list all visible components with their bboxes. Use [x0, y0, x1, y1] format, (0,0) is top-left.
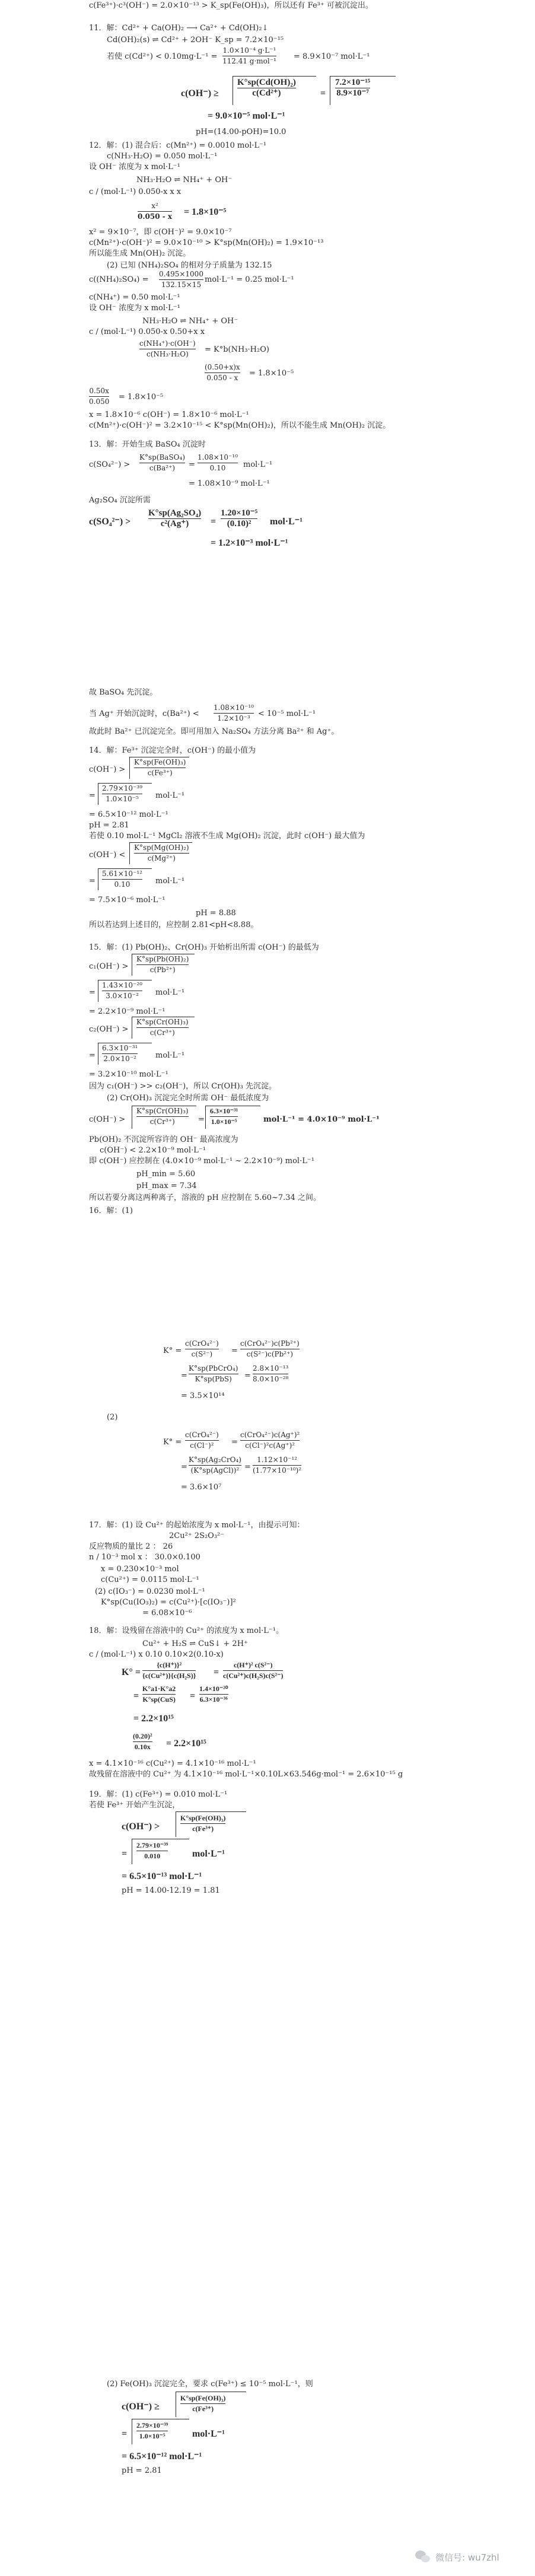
- fraction: K°sp(Ag₂CrO₄) (K°sp(AgCl))²: [189, 1456, 241, 1475]
- document-page: c(Fe³⁺)·c³(OH⁻) = 2.0×10⁻¹³ > K_sp(Fe(OH)₃)，所以还有 Fe³⁺ 可被沉淀出。 11．解：Cd²⁺ + Ca(OH)₂ ⟶ Ca²⁺ + Cd(OH)₂↓ Cd(OH)₂(s) ⇌ Cd²⁺ + 2OH⁻ K_sp = 7.2×10⁻¹⁵ 若使 c(Cd²⁺) < 0.10mg·L⁻¹ = 1.0×10⁻⁴ g·L⁻¹ 112.41 g·mol⁻¹ = 8.9×10⁻⁷ mol·L⁻¹ c(OH⁻) ≥ K°sp(Cd(OH)₂) c(Cd²⁺) = 7.2×10⁻¹⁵ 8.9×10⁻⁷ = 9.0×10⁻⁵ mol·L⁻¹ pH=(14.00-pOH)=10.0 12．解：(1) 混合后：c(Mn²⁺) = 0.0010 mol·L⁻¹ c(NH₃·H₂O) = 0.050 mol·L⁻¹ 设 OH⁻ 浓度为 x mol·L⁻¹ NH₃·H₂O ⇌ NH₄⁺ + OH⁻ c / (mol·L⁻¹) 0.050-x x x x² 0.050 - x = 1.8×10⁻⁵ x² = 9×10⁻⁷，即 c(OH⁻)² = 9.0×10⁻⁷ c(Mn²⁺)·c(OH⁻)² = 9.0×10⁻¹⁰ > K°sp(Mn(OH)₂) = 1.9×10⁻¹³ 所以能生成 Mn(OH)₂ 沉淀。 (2) 已知 (NH₄)₂SO₄ 的相对分子质量为 132.15 c((NH₄)₂SO₄) = 0.495×1000 132.15×15 mol·L⁻¹ = 0.25 mol·L⁻¹ c(NH₄⁺) = 0.50 mol·L⁻¹ 设 OH⁻ 浓度为 x mol·L⁻¹ NH₃·H₂O ⇌ NH₄⁺ + OH⁻ c / (mol·L⁻¹) 0.050-x 0.50+x x c(NH₄⁺)·c(OH⁻) c(NH₃·H₂O) = K°b(NH₃·H₂O) (0.50+x)x 0.050 - x = 1.8×10⁻⁵ 0.50x 0.050 = 1.8×10⁻⁵ x = 1.8×10⁻⁶ c(OH⁻) = 1.8×10⁻⁶ mol·L⁻¹ c(Mn²⁺)·c(OH⁻)² = 3.2×10⁻¹⁵ < K°sp(Mn(OH)₂)，所以不能生成 Mn(OH)₂ 沉淀。 13．解：开始生成 BaSO₄ 沉淀时 c(SO₄²⁻) > K°sp(BaSO₄) c(Ba²⁺) = 1.08×10⁻¹⁰ 0.10 mol·L⁻¹ = 1.08×10⁻⁹ mol·L⁻¹ Ag₂SO₄ 沉淀所需 c(SO₄²⁻) > K°sp(Ag₂SO₄) c²(Ag⁺) = 1.20×10⁻⁵ (0.10)² mol·L⁻¹ = 1.2×10⁻³ mol·L⁻¹ 故 BaSO₄ 先沉淀。 当 Ag⁺ 开始沉淀时，c(Ba²⁺) < 1.08×10⁻¹⁰ 1.2×10⁻³ < 10⁻⁵ mol·L⁻¹ 故此时 Ba²⁺ 已沉淀完全。即可用加入 Na₂SO₄ 方法分离 Ba²⁺ 和 Ag⁺。 14．解：Fe³⁺ 沉淀完全时，c(OH⁻) 的最小值为 c(OH⁻) > K°sp(Fe(OH)₃) c(Fe³⁺) = 2.79×10⁻³⁹ 1.0×10⁻⁵ mol·L⁻¹ = 6.5×10⁻¹² mol·L⁻¹ pH = 2.81 若使 0.10 mol·L⁻¹ MgCl₂ 溶液不生成 Mg(OH)₂ 沉淀，此时 c(OH⁻) 最大值为 c(OH⁻) < K°sp(Mg(OH)₂) c(Mg²⁺) = 5.61×10⁻¹² 0.10 mol·L⁻¹ = 7.5×10⁻⁶ mol·L⁻¹ pH = 8.88 所以若达到上述目的，应控制 2.81<pH<8.88。 15．解：(1) Pb(OH)₂、Cr(OH)₃ 开始析出所需 c(OH⁻) 的最低为 c₁(OH⁻) > K°sp(Pb(OH)₂) c(Pb²⁺) = 1.43×10⁻²⁰ 3.0×10⁻² mol·L⁻¹ = 2.2×10⁻⁹ mol·L⁻¹ c₂(OH⁻) > K°sp(Cr(OH)₃) c(Cr³⁺) = 6.3×10⁻³¹ 2.0×10⁻² mol·L⁻¹ = 3.2×10⁻¹⁰ mol·L⁻¹ 因为 c₁(OH⁻) >> c₂(OH⁻)，所以 Cr(OH)₃ 先沉淀。 (2) Cr(OH)₃ 沉淀完全时所需 OH⁻ 最低浓度为 c(OH⁻) > K°sp(Cr(OH)₃) c(Cr³⁺) = 6.3×10⁻³¹ 1.0×10⁻⁵ mol·L⁻¹ = 4.0×10⁻⁹ mol·L⁻¹ Pb(OH)₂ 不沉淀所容许的 OH⁻ 最高浓度为 c(OH⁻) < 2.2×10⁻⁹ mol·L⁻¹ 即 c(OH⁻) 应控制在 (4.0×10⁻⁹ mol·L⁻¹ ~ 2.2×10⁻⁹) mol·L⁻¹ pH_min = 5.60 pH_max = 7.34 所以若要分离这两种离子，溶液的 pH 应控制在 5.60~7.34 之间。 16．解：(1) K° = c(CrO₄²⁻) c(S²⁻) = c(CrO₄²⁻)c(Pb²⁺) c(S²⁻)c(Pb²⁺) = K°sp(PbCrO₄) K°sp(PbS) = 2.8×10⁻¹³ 8.0×10⁻²⁸ = 3.5×10¹⁴ (2) K° = c(CrO₄²⁻) c(Cl⁻)² = c(CrO₄²⁻)c(Ag⁺)² c(Cl⁻)²c(Ag⁺)² = K°sp(Ag₂CrO₄) (K°sp(AgCl))² = 1.12×10⁻¹² (1.77×10⁻¹⁰)² = 3.6×10⁷ 17．解：(1) 设 Cu²⁺ 的起始浓度为 x mol·L⁻¹，由提示可知： 2Cu²⁺ 2S₂O₃²⁻ 反应物质的量比 2 ： 26 n / 10⁻³ mol x ： 30.0×0.100 x = 0.230×10⁻³ mol c(Cu²⁺) = 0.0115 mol·L⁻¹ (2) c(IO₃⁻) = 0.0230 mol·L⁻¹ K°sp(Cu(IO₃)₂) = c(Cu²⁺)·[c(IO₃⁻)]² = 6.08×10⁻⁶ 18．解：设残留在溶液中的 Cu²⁺ 的浓度为 x mol·L⁻¹。 Cu²⁺ + H₂S ⇌ CuS↓ + 2H⁺ c / (mol·L⁻¹) x 0.10 0.10×2(0.10-x) K° = {c(H⁺)}² {c(Cu²⁺)}{c(H₂S)} = c(H⁺)² c(S²⁻) c(Cu²⁺)c(H₂S)c(S²⁻) = K°a1·K°a2 K°sp(CuS) = 1.4×10⁻²⁰ 6.3×10⁻³⁶ = 2.2×10¹⁵ (0.20)² 0.10x = 2.2×10¹⁵ x = 4.1×10⁻¹⁶ c(Cu²⁺) = 4.1×10⁻¹⁶ mol·L⁻¹ 故残留在溶液中的 Cu²⁺ 为 4.1×10⁻¹⁶ mol·L⁻¹×0.10L×63.546g·mol⁻¹ = 2.6×10⁻¹⁵ g 19．解：(1) c(Fe³⁺) = 0.010 mol·L⁻¹ 若使 Fe³⁺ 开始产生沉淀， c(OH⁻) > K°sp(Fe(OH)₃) c(Fe³⁺) = 2.79×10⁻³⁹ 0.010 mol·L⁻¹ = 6.5×10⁻¹³ mol·L⁻¹ pH = 14.00-12.19 = 1.81 (2) Fe(OH)₃ 沉淀完全，要求 c(Fe³⁺) ≤ 10⁻⁵ mol·L⁻¹，则 c(OH⁻) ≥ K°sp(Fe(OH)₃) c(Fe³⁺) = 2.79×10⁻³⁹ 1.0×10⁻⁵ mol·L⁻¹ = 6.5×10⁻¹² mol·L⁻¹ pH = 2.81 微信号: wu7zhl: [89, 1, 499, 2563]
- text-line: = 6.08×10⁻⁶: [142, 1609, 192, 1617]
- text-line: = 6.5×10⁻¹² mol·L⁻¹: [89, 810, 168, 819]
- text-line: x² = 9×10⁻⁷，即 c(OH⁻)² = 9.0×10⁻⁷: [89, 228, 232, 237]
- fraction: c(CrO₄²⁻)c(Ag⁺)² c(Cl⁻)²c(Ag⁺)²: [240, 1431, 300, 1450]
- text-line: 若使 c(Cd²⁺) < 0.10mg·L⁻¹ =: [107, 52, 218, 61]
- text-line: x = 4.1×10⁻¹⁶ c(Cu²⁺) = 4.1×10⁻¹⁶ mol·L⁻¹: [89, 1759, 256, 1768]
- text-line: = 6.5×10⁻¹² mol·L⁻¹: [122, 2451, 202, 2462]
- text-line: =: [244, 1463, 251, 1472]
- problem-11-heading: 11．解：Cd²⁺ + Ca(OH)₂ ⟶ Ca²⁺ + Cd(OH)₂↓: [89, 24, 269, 33]
- text-line: K° =: [122, 1667, 141, 1677]
- text-line: = 7.5×10⁻⁶ mol·L⁻¹: [89, 896, 165, 905]
- text-line: x = 0.230×10⁻³ mol: [101, 1565, 179, 1574]
- text-line: c / (mol·L⁻¹) 0.050-x 0.50+x x: [89, 327, 205, 336]
- text-line: c(OH⁻) < 2.2×10⁻⁹ mol·L⁻¹: [100, 1146, 206, 1155]
- text-line: c((NH₄)₂SO₄) =: [89, 275, 149, 284]
- text-line: = 1.8×10⁻⁵: [119, 393, 164, 402]
- text-line: = 3.2×10⁻¹⁰ mol·L⁻¹: [89, 1070, 168, 1079]
- fraction: 7.2×10⁻¹⁵ 8.9×10⁻⁷: [335, 78, 371, 98]
- text-line: 反应物质的量比 2 ： 26: [89, 1542, 173, 1551]
- fraction: c(NH₄⁺)·c(OH⁻) c(NH₃·H₂O): [139, 339, 196, 358]
- fraction: (0.20)² 0.10x: [133, 1732, 152, 1751]
- text-line: =: [214, 1667, 219, 1677]
- text-line: 故此时 Ba²⁺ 已沉淀完全。即可用加入 Na₂SO₄ 方法分离 Ba²⁺ 和 Ag⁺。: [89, 727, 339, 736]
- watermark: [415, 2550, 499, 2564]
- text-line: = 1.08×10⁻⁹ mol·L⁻¹: [189, 479, 270, 488]
- text-line: = 1.2×10⁻³ mol·L⁻¹: [211, 538, 288, 548]
- text-line: 2Cu²⁺ 2S₂O₃²⁻: [169, 1531, 225, 1540]
- text-line: c(NH₃·H₂O) = 0.050 mol·L⁻¹: [107, 152, 218, 161]
- text-line: =: [190, 1691, 196, 1701]
- text-line: c(Fe³⁺)·c³(OH⁻) = 2.0×10⁻¹³ > K_sp(Fe(OH)₃)，所以还有 Fe³⁺ 可被沉淀出。: [89, 1, 373, 10]
- fraction: 2.79×10⁻³⁹ 0.010: [136, 1841, 168, 1860]
- text-line: = 2.2×10¹⁵: [166, 1738, 206, 1749]
- text-line: mol·L⁻¹: [192, 2429, 225, 2439]
- text-line: c(OH⁻) >: [122, 1822, 160, 1832]
- text-line: pH=(14.00-pOH)=10.0: [196, 128, 286, 136]
- text-line: Cu²⁺ + H₂S ⇌ CuS↓ + 2H⁺: [142, 1639, 248, 1648]
- text-line: c(Cu²⁺) = 0.0115 mol·L⁻¹: [101, 1575, 199, 1584]
- fraction: K°sp(PbCrO₄) K°sp(PbS): [189, 1364, 238, 1383]
- text-line: (2): [107, 1413, 118, 1422]
- fraction: K°sp(BaSO₄) c(Ba²⁺): [139, 453, 186, 472]
- problem-17-heading: 17．解：(1) 设 Cu²⁺ 的起始浓度为 x mol·L⁻¹，由提示可知：: [89, 1521, 305, 1530]
- text-line: =: [198, 1115, 205, 1124]
- fraction: K°sp(Fe(OH)₃) c(Fe³⁺): [180, 1814, 226, 1833]
- fraction: c(CrO₄²⁻) c(Cl⁻)²: [185, 1431, 219, 1450]
- text-line: = 3.5×10¹⁴: [181, 1392, 225, 1400]
- text-line: 所以若达到上述目的，应控制 2.81<pH<8.88。: [89, 921, 259, 929]
- text-line: 若使 0.10 mol·L⁻¹ MgCl₂ 溶液不生成 Mg(OH)₂ 沉淀，此时 c(OH⁻) 最大值为: [89, 832, 365, 840]
- text-line: c(OH⁻) >: [89, 765, 126, 774]
- text-line: pH = 2.81: [89, 821, 129, 830]
- text-line: = 2.2×10¹⁵: [133, 1714, 174, 1724]
- fraction: K°sp(Ag₂SO₄) c²(Ag⁺): [148, 508, 202, 528]
- text-line: 所以能生成 Mn(OH)₂ 沉淀。: [89, 249, 191, 258]
- text-line: c / (mol·L⁻¹) 0.050-x x x: [89, 187, 181, 196]
- fraction: 2.8×10⁻¹³ 8.0×10⁻²⁸: [253, 1364, 289, 1383]
- text-line: mol·L⁻¹: [155, 1051, 185, 1060]
- text-line: = 1.8×10⁻⁵: [249, 369, 294, 378]
- text-line: =: [320, 88, 326, 98]
- text-line: = 9.0×10⁻⁵ mol·L⁻¹: [208, 111, 285, 121]
- fraction: 6.3×10⁻³¹ 1.0×10⁻⁵: [210, 1107, 238, 1126]
- problem-12-heading: 12．解：(1) 混合后：c(Mn²⁺) = 0.0010 mol·L⁻¹: [89, 141, 267, 150]
- text-line: mol·L⁻¹: [155, 877, 185, 886]
- text-line: K° =: [163, 1438, 182, 1447]
- text-line: (2) c(IO₃⁻) = 0.0230 mol·L⁻¹: [95, 1587, 205, 1596]
- text-line: 故 BaSO₄ 先沉淀。: [89, 688, 158, 697]
- text-line: pH = 2.81: [122, 2466, 162, 2475]
- text-line: mol·L⁻¹: [270, 517, 303, 527]
- text-line: = 1.8×10⁻⁵: [184, 207, 227, 217]
- text-line: (2) Cr(OH)₃ 沉淀完全时所需 OH⁻ 最低浓度为: [107, 1094, 269, 1103]
- text-line: c(OH⁻) <: [89, 851, 126, 859]
- text-line: n / 10⁻³ mol x ： 30.0×0.100: [89, 1553, 200, 1562]
- text-line: mol·L⁻¹: [155, 791, 185, 800]
- text-line: =: [231, 1438, 238, 1447]
- text-line: = 2.2×10⁻⁹ mol·L⁻¹: [89, 1007, 165, 1016]
- text-line: =: [89, 791, 95, 800]
- equation-lhs: c(OH⁻) ≥: [181, 88, 219, 98]
- text-line: Ag₂SO₄ 沉淀所需: [89, 496, 151, 505]
- text-line: = 6.5×10⁻¹³ mol·L⁻¹: [122, 1871, 202, 1881]
- text-line: c(SO₄²⁻) >: [89, 517, 131, 527]
- text-line: c(Mn²⁺)·c(OH⁻)² = 9.0×10⁻¹⁰ > K°sp(Mn(OH)₂) = 1.9×10⁻¹³: [89, 238, 324, 247]
- fraction: (0.50+x)x 0.050 - x: [205, 363, 240, 382]
- text-line: K°sp(Cu(IO₃)₂) = c(Cu²⁺)·[c(IO₃⁻)]²: [101, 1598, 236, 1607]
- fraction: c(CrO₄²⁻)c(Pb²⁺) c(S²⁻)c(Pb²⁺): [240, 1339, 300, 1358]
- text-line: 因为 c₁(OH⁻) >> c₂(OH⁻)，所以 Cr(OH)₃ 先沉淀。: [89, 1082, 276, 1091]
- text-line: (2) 已知 (NH₄)₂SO₄ 的相对分子质量为 132.15: [107, 261, 272, 270]
- fraction: 2.79×10⁻³⁹ 1.0×10⁻⁵: [136, 2421, 168, 2440]
- fraction: K°sp(Cr(OH)₃) c(Cr³⁺): [136, 1107, 189, 1126]
- fraction: K°sp(Cd(OH)₂) c(Cd²⁺): [237, 78, 296, 98]
- fraction: 2.79×10⁻³⁹ 1.0×10⁻⁵: [102, 784, 142, 803]
- text-line: c(OH⁻) >: [89, 1115, 126, 1124]
- fraction: 6.3×10⁻³¹ 2.0×10⁻²: [102, 1044, 138, 1063]
- fraction: K°sp(Cr(OH)₃) c(Cr³⁺): [136, 1018, 189, 1037]
- text-line: = 8.9×10⁻⁷ mol·L⁻¹: [294, 52, 370, 61]
- problem-14-heading: 14．解：Fe³⁺ 沉淀完全时，c(OH⁻) 的最小值为: [89, 746, 256, 755]
- text-line: 设 OH⁻ 浓度为 x mol·L⁻¹: [89, 163, 180, 171]
- text-line: pH_max = 7.34: [136, 1182, 197, 1190]
- text-line: 所以若要分离这两种离子，溶液的 pH 应控制在 5.60~7.34 之间。: [89, 1193, 321, 1202]
- text-line: NH₃·H₂O ⇌ NH₄⁺ + OH⁻: [136, 176, 233, 184]
- fraction: 5.61×10⁻¹² 0.10: [102, 870, 142, 889]
- fraction: c(CrO₄²⁻) c(S²⁻): [185, 1339, 219, 1358]
- text-line: =: [211, 517, 216, 527]
- text-line: K° =: [163, 1346, 182, 1355]
- text-line: =: [231, 1346, 238, 1355]
- problem-16-heading: 16．解：(1): [89, 1206, 133, 1215]
- text-line: NH₃·H₂O ⇌ NH₄⁺ + OH⁻: [142, 317, 238, 326]
- fraction: K°sp(Pb(OH)₂) c(Pb²⁺): [136, 955, 189, 974]
- text-line: x = 1.8×10⁻⁶ c(OH⁻) = 1.8×10⁻⁶ mol·L⁻¹: [89, 410, 249, 419]
- text-line: = K°b(NH₃·H₂O): [205, 345, 269, 354]
- fraction: {c(H⁺)}² {c(Cu²⁺)}{c(H₂S)}: [142, 1661, 196, 1680]
- text-line: < 10⁻⁵ mol·L⁻¹: [258, 709, 316, 718]
- fraction: K°a1·K°a2 K°sp(CuS): [142, 1685, 176, 1703]
- problem-19-heading: 19．解：(1) c(Fe³⁺) = 0.010 mol·L⁻¹: [89, 1790, 228, 1799]
- text-line: =: [244, 1371, 251, 1380]
- problem-13-heading: 13．解：开始生成 BaSO₄ 沉淀时: [89, 440, 206, 449]
- text-line: c / (mol·L⁻¹) x 0.10 0.10×2(0.10-x): [89, 1650, 224, 1659]
- text-line: mol·L⁻¹ = 4.0×10⁻⁹ mol·L⁻¹: [263, 1115, 380, 1124]
- text-line: 故残留在溶液中的 Cu²⁺ 为 4.1×10⁻¹⁶ mol·L⁻¹×0.10L×63.546g·mol⁻¹ = 2.6×10⁻¹⁵ g: [89, 1770, 403, 1779]
- problem-15-heading: 15．解：(1) Pb(OH)₂、Cr(OH)₃ 开始析出所需 c(OH⁻) 的最低为: [89, 943, 319, 952]
- fraction: 0.50x 0.050: [89, 387, 110, 406]
- text-line: Cd(OH)₂(s) ⇌ Cd²⁺ + 2OH⁻ K_sp = 7.2×10⁻¹⁵: [107, 36, 284, 44]
- fraction: c(H⁺)² c(S²⁻) c(Cu²⁺)c(H₂S)c(S²⁻): [223, 1661, 284, 1680]
- text-line: Pb(OH)₂ 不沉淀所容许的 OH⁻ 最高浓度为: [89, 1135, 238, 1144]
- text-line: mol·L⁻¹: [192, 1849, 225, 1859]
- fraction: K°sp(Mg(OH)₂) c(Mg²⁺): [134, 843, 189, 862]
- fraction: 1.12×10⁻¹² (1.77×10⁻¹⁰)²: [253, 1456, 302, 1475]
- text-line: pH = 14.00-12.19 = 1.81: [122, 1886, 220, 1895]
- fraction: 1.43×10⁻²⁰ 3.0×10⁻²: [102, 981, 142, 1000]
- text-line: c(OH⁻) ≥: [122, 2402, 160, 2412]
- wechat-icon: [415, 2550, 431, 2564]
- fraction: 1.20×10⁻⁵ (0.10)²: [221, 508, 258, 528]
- text-line: 当 Ag⁺ 开始沉淀时，c(Ba²⁺) <: [89, 709, 199, 718]
- watermark-label: 微信号: wu7zhl: [435, 2552, 499, 2563]
- fraction: K°sp(Fe(OH)₃) c(Fe³⁺): [180, 2394, 226, 2413]
- text-line: mol·L⁻¹ = 0.25 mol·L⁻¹: [205, 275, 294, 284]
- fraction: 0.495×1000 132.15×15: [159, 270, 203, 289]
- fraction: K°sp(Fe(OH)₃) c(Fe³⁺): [134, 758, 186, 777]
- fraction: 1.08×10⁻¹⁰ 1.2×10⁻³: [214, 703, 254, 722]
- text-line: mol·L⁻¹: [243, 460, 273, 469]
- problem-18-heading: 18．解：设残留在溶液中的 Cu²⁺ 的浓度为 x mol·L⁻¹。: [89, 1626, 284, 1635]
- text-line: (2) Fe(OH)₃ 沉淀完全，要求 c(Fe³⁺) ≤ 10⁻⁵ mol·L⁻¹，则: [107, 2380, 313, 2389]
- text-line: 即 c(OH⁻) 应控制在 (4.0×10⁻⁹ mol·L⁻¹ ~ 2.2×10⁻⁹) mol·L⁻¹: [89, 1157, 314, 1166]
- text-line: c₂(OH⁻) >: [89, 1025, 129, 1034]
- text-line: = 3.6×10⁷: [181, 1483, 222, 1492]
- text-line: =: [189, 460, 195, 469]
- text-line: c(SO₄²⁻) >: [89, 460, 130, 469]
- text-line: c(Mn²⁺)·c(OH⁻)² = 3.2×10⁻¹⁵ < K°sp(Mn(OH)₂)，所以不能生成 Mn(OH)₂ 沉淀。: [89, 421, 391, 430]
- fraction: 1.4×10⁻²⁰ 6.3×10⁻³⁶: [199, 1685, 228, 1703]
- fraction: 1.0×10⁻⁴ g·L⁻¹ 112.41 g·mol⁻¹: [222, 46, 276, 65]
- text-line: pH_min = 5.60: [136, 1170, 196, 1179]
- text-line: c(NH₄⁺) = 0.50 mol·L⁻¹: [89, 293, 180, 302]
- text-line: 设 OH⁻ 浓度为 x mol·L⁻¹: [89, 304, 180, 313]
- text-line: 若使 Fe³⁺ 开始产生沉淀，: [89, 1801, 180, 1810]
- text-line: c₁(OH⁻) >: [89, 962, 129, 971]
- text-line: pH = 8.88: [196, 909, 236, 918]
- fraction: 1.08×10⁻¹⁰ 0.10: [198, 453, 238, 472]
- text-line: mol·L⁻¹: [155, 988, 185, 997]
- fraction: x² 0.050 - x: [138, 202, 173, 221]
